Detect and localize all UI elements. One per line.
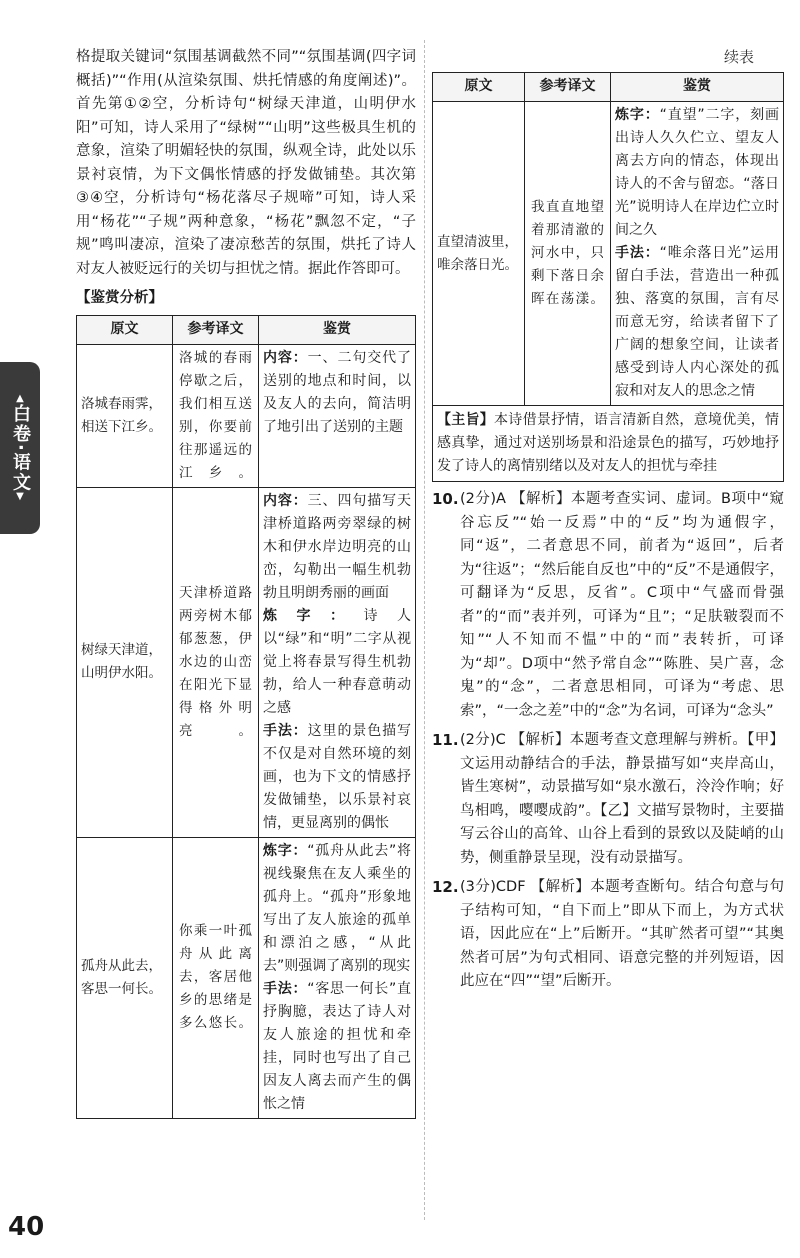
header-appreciation: 鉴赏: [611, 73, 784, 102]
appreciation-cell: [259, 344, 416, 487]
column-divider: [424, 40, 425, 1220]
appreciation-text: “孤舟从此去”将视线聚焦在友人乘坐的孤舟上。“孤舟”形象地写出了友人旅途的孤单和漂泊之感，“从此去”则强调了离别的现实: [263, 842, 411, 974]
header-original: 原文: [433, 73, 525, 102]
translation-text: 洛城的春雨停歇之后，我们相互送别，你要前往那遥远的江乡。: [173, 344, 259, 487]
left-column: [76, 46, 416, 1119]
table-header-row: [77, 315, 416, 344]
side-tab-label: 白卷·语文: [10, 403, 31, 493]
header-translation: 参考译文: [173, 315, 259, 344]
translation-text: 天津桥道路两旁树木郁郁葱葱，伊水边的山峦在阳光下显得格外明亮。: [173, 487, 259, 837]
appreciation-label: 手法：: [263, 722, 308, 739]
theme-box: [432, 406, 784, 482]
table-row: [77, 487, 416, 837]
original-text: 洛城春雨霁，相送下江乡。: [77, 344, 173, 487]
tab-arrow-down-icon: ▼: [16, 491, 24, 503]
appreciation-text: 这里的景色描写不仅是对自然环境的刻画，也为下文的情感抒发做铺垫，以乐景衬哀情，更显离别的偶怅: [263, 722, 412, 831]
table-row: [77, 837, 416, 1118]
appreciation-cell: [259, 837, 416, 1118]
page-number: 40: [8, 1212, 45, 1242]
appreciation-text: “客思一何长”直抒胸臆，表达了诗人对友人旅途的担忧和牵挂，同时也写出了自己因友人离去而产生的偶怅之情: [263, 980, 411, 1112]
appreciation-text: 诗人以“绿”和“明”二字从视觉上将春景写得生机勃勃，给人一种春意萌动之感: [263, 607, 411, 716]
appreciation-label: 炼字：: [263, 607, 364, 624]
appreciation-label: 手法：: [263, 980, 308, 997]
answer-text: (2分)C 【解析】本题考查文意理解与辨析。【甲】文运用动静结合的手法，静景描写如“夹岸高山，皆生寒树”，动景描写如“泉水激石，泠泠作响；好鸟相鸣，嘤嘤成韵”。【乙】文描写景物时，主要描写云谷山的高耸、山谷上看到的景致以及陡峭的山势，侧重静景呈现，没有动景描写。: [460, 732, 784, 866]
intro-paragraph: 格提取关键词“氛围基调截然不同”“氛围基调(四字词概括)”“作用(从渲染氛围、烘托情感的角度阐述)”。首先第①②空，分析诗句“树绿天津道，山明伊水阳”可知，诗人采用了“绿树”“山明”这些极具生机的意象，渲染了明媚轻快的氛围，纵观全诗，此处以乐景衬哀情，为下文偶怅情感的抒发做铺垫。其次第③④空，分析诗句“杨花落尽子规啼”可知，诗人采用“杨花”“子规”两种意象，“杨花”飘忽不定，“子规”鸣叫凄凉，渲染了凄凉愁苦的氛围，烘托了诗人对友人被贬远行的关切与担忧之情。据此作答即可。: [76, 49, 416, 277]
appreciation-text: 三、四句描写天津桥道路两旁翠绿的树木和伊水岸边明亮的山峦，勾勒出一幅生机勃勃且明朗秀丽的画面: [263, 492, 412, 601]
appreciation-text: “唯余落日光”运用留白手法，营造出一种孤独、落寞的氛围，言有尽而意无穷，给读者留下了广阔的想象空间，让读者感受到诗人内心深处的孤寂和对友人的思念之情: [615, 245, 779, 399]
table-row: [77, 344, 416, 487]
translation-text: 你乘一叶孤舟从此离去，客居他乡的思绪是多么悠长。: [173, 837, 259, 1118]
appreciation-label: 内容：: [263, 492, 308, 509]
appreciation-label: 炼字：: [263, 842, 308, 859]
appreciation-text: “直望”二字，刻画出诗人久久伫立、望友人离去方向的情态，体现出诗人的不舍与留恋。“落日光”说明诗人在岸边伫立时间之久: [615, 107, 779, 238]
theme-text: 本诗借景抒情，语言清新自然，意境优美，情感真挚，通过对送别场景和沿途景色的描写，巧妙地抒发了诗人的离情别绪以及对友人的担忧与牵挂: [437, 412, 780, 474]
answer-text: (2分)A 【解析】本题考查实词、虚词。B项中“窥谷忘反”“始一反焉”中的“反”均为通假字，同“返”，二者意思不同，前者为“返回”，后者为“往返”；“然后能自反也”中的“反”不是通假字，可翻译为“反思，反省”。C项中“气盛而骨强者”的“而”表并列，可译为“且”；“足肤皲裂而不知”“人不知而不愠”中的“而”表转折，可译为“却”。D项中“然予常自念”“陈胜、吴广喜，念鬼”的“念”，二者意思相同，可译为“考虑、思索”，“一念之差”中的“念”为名词，可译为“念头”: [460, 491, 784, 719]
table-row: [433, 102, 784, 406]
tab-arrow-up-icon: ▲: [16, 392, 24, 404]
side-tab: [0, 362, 40, 534]
appreciation-label: 炼字：: [615, 107, 660, 123]
appreciation-label: 内容：: [263, 349, 308, 366]
header-translation: 参考译文: [525, 73, 611, 102]
answer-text: (3分)CDF 【解析】本题考查断句。结合句意与句子结构可知，“自下而上”即从下而上，为方式状语，因此应在“上”后断开。“其旷然者可望”“其奥然者可居”为句式相同、语意完整的并列短语，因此应在“四”“望”后断开。: [460, 879, 784, 989]
table-header-row: [433, 73, 784, 102]
continued-label: 续表: [723, 48, 754, 66]
question-number: 12.: [432, 878, 459, 896]
appreciation-table: [76, 315, 416, 1119]
appreciation-label: 手法：: [615, 245, 660, 261]
right-column: [432, 46, 784, 994]
original-text: 直望清波里，唯余落日光。: [433, 102, 525, 406]
original-text: 树绿天津道，山明伊水阳。: [77, 487, 173, 837]
original-text: 孤舟从此去，客思一何长。: [77, 837, 173, 1118]
answer-item-11: [432, 729, 784, 870]
appreciation-cell: [611, 102, 784, 406]
header-original: 原文: [77, 315, 173, 344]
continued-table: [432, 72, 784, 406]
section-tag: 【鉴赏分析】: [76, 290, 163, 306]
translation-text: 我直直地望着那清澈的河水中，只剩下落日余晖在荡漾。: [525, 102, 611, 406]
answer-item-12: [432, 876, 784, 994]
question-number: 11.: [432, 731, 459, 749]
theme-label: 【主旨】: [437, 412, 495, 428]
answer-item-10: [432, 488, 784, 723]
question-number: 10.: [432, 490, 459, 508]
appreciation-cell: [259, 487, 416, 837]
appreciation-text: 一、二句交代了送别的地点和时间，以及友人的去向，简洁明了地引出了送别的主题: [263, 349, 412, 435]
header-appreciation: 鉴赏: [259, 315, 416, 344]
